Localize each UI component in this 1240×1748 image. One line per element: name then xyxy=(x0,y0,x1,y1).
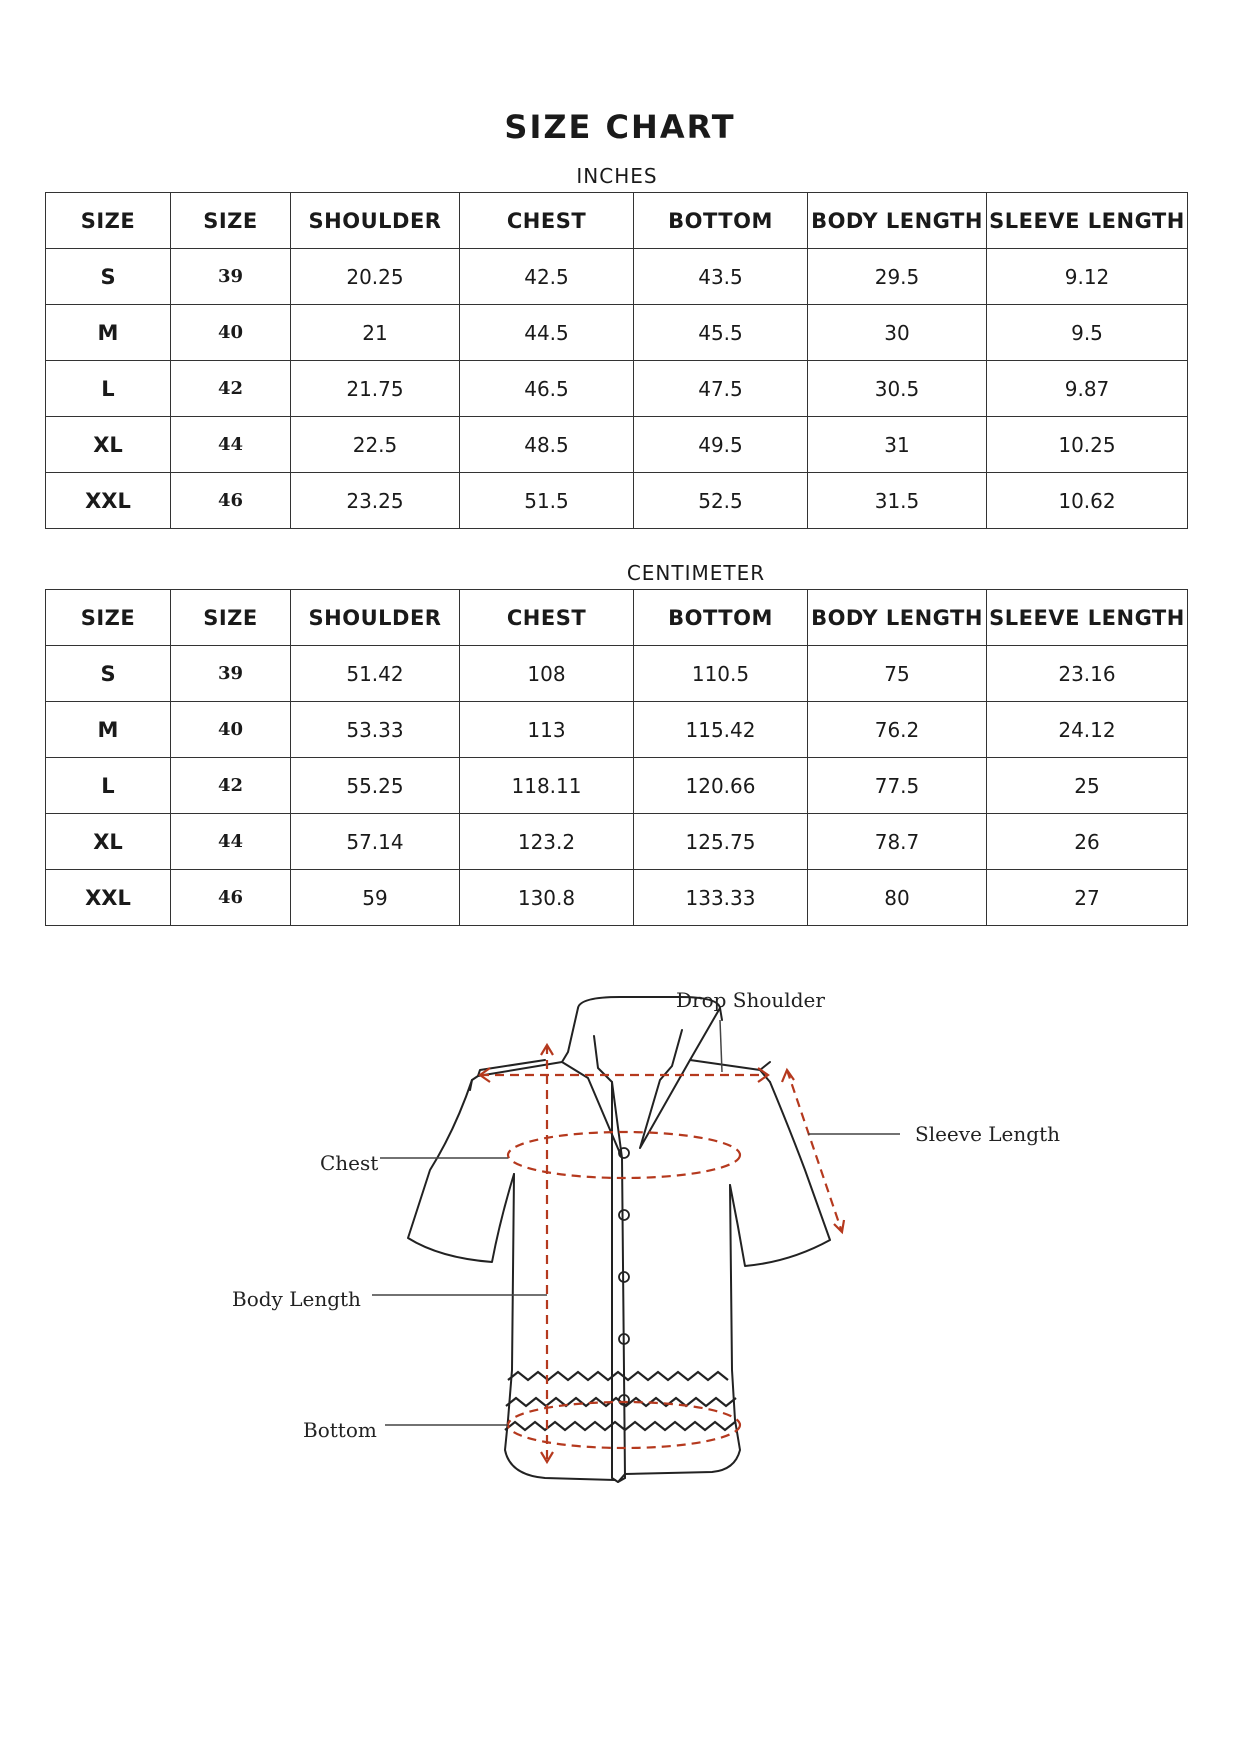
cell-chest: 46.5 xyxy=(460,361,634,417)
cell-body-length: 77.5 xyxy=(808,758,987,814)
cell-sleeve-length: 9.5 xyxy=(987,305,1188,361)
header-bottom: BOTTOM xyxy=(634,193,808,249)
cell-size-letter: M xyxy=(46,702,171,758)
cell-bottom: 52.5 xyxy=(634,473,808,529)
cell-size-number: 46 xyxy=(171,870,291,926)
cell-body-length: 30 xyxy=(808,305,987,361)
cell-size-letter: XXL xyxy=(46,473,171,529)
cell-chest: 48.5 xyxy=(460,417,634,473)
cell-chest: 51.5 xyxy=(460,473,634,529)
cell-body-length: 78.7 xyxy=(808,814,987,870)
cell-bottom: 133.33 xyxy=(634,870,808,926)
cell-chest: 118.11 xyxy=(460,758,634,814)
sleeve-length-label: Sleeve Length xyxy=(915,1122,1060,1146)
cell-shoulder: 57.14 xyxy=(291,814,460,870)
cell-size-number: 42 xyxy=(171,361,291,417)
header-body-length: BODY LENGTH xyxy=(808,590,987,646)
cell-bottom: 45.5 xyxy=(634,305,808,361)
cell-shoulder: 21 xyxy=(291,305,460,361)
cell-bottom: 110.5 xyxy=(634,646,808,702)
header-sleeve-length: SLEEVE LENGTH xyxy=(987,193,1188,249)
page-title: SIZE CHART xyxy=(504,108,736,146)
cell-size-letter: S xyxy=(46,249,171,305)
header-chest: CHEST xyxy=(460,590,634,646)
chest-measure xyxy=(508,1132,740,1178)
cell-size-letter: XL xyxy=(46,417,171,473)
header-size-numeric: SIZE xyxy=(171,590,291,646)
centimeter-label: CENTIMETER xyxy=(626,561,766,585)
cell-size-number: 44 xyxy=(171,814,291,870)
drop-shoulder-label: Drop Shoulder xyxy=(676,988,825,1012)
header-size: SIZE xyxy=(46,590,171,646)
shirt-outline xyxy=(408,997,830,1482)
cell-body-length: 31 xyxy=(808,417,987,473)
header-size: SIZE xyxy=(46,193,171,249)
cell-bottom: 49.5 xyxy=(634,417,808,473)
cell-size-number: 39 xyxy=(171,646,291,702)
cell-shoulder: 55.25 xyxy=(291,758,460,814)
cell-body-length: 80 xyxy=(808,870,987,926)
cell-body-length: 29.5 xyxy=(808,249,987,305)
header-shoulder: SHOULDER xyxy=(291,590,460,646)
cell-body-length: 76.2 xyxy=(808,702,987,758)
cell-shoulder: 51.42 xyxy=(291,646,460,702)
cell-chest: 130.8 xyxy=(460,870,634,926)
cell-size-number: 46 xyxy=(171,473,291,529)
cell-size-letter: L xyxy=(46,758,171,814)
cell-size-number: 42 xyxy=(171,758,291,814)
cell-size-letter: S xyxy=(46,646,171,702)
header-shoulder: SHOULDER xyxy=(291,193,460,249)
leader-lines xyxy=(372,1020,900,1425)
cell-sleeve-length: 25 xyxy=(987,758,1188,814)
cell-sleeve-length: 10.62 xyxy=(987,473,1188,529)
cell-bottom: 43.5 xyxy=(634,249,808,305)
cell-size-number: 40 xyxy=(171,702,291,758)
chest-label: Chest xyxy=(320,1151,379,1175)
sleeve-length-measure xyxy=(787,1070,842,1232)
cell-chest: 123.2 xyxy=(460,814,634,870)
cell-size-number: 44 xyxy=(171,417,291,473)
body-length-label: Body Length xyxy=(232,1287,361,1311)
cell-size-letter: XL xyxy=(46,814,171,870)
cell-sleeve-length: 24.12 xyxy=(987,702,1188,758)
inches-label: INCHES xyxy=(576,164,658,188)
cell-size-number: 39 xyxy=(171,249,291,305)
header-body-length: BODY LENGTH xyxy=(808,193,987,249)
cell-shoulder: 23.25 xyxy=(291,473,460,529)
cell-shoulder: 53.33 xyxy=(291,702,460,758)
cell-sleeve-length: 26 xyxy=(987,814,1188,870)
cell-bottom: 125.75 xyxy=(634,814,808,870)
header-size-numeric: SIZE xyxy=(171,193,291,249)
cell-shoulder: 20.25 xyxy=(291,249,460,305)
cell-bottom: 47.5 xyxy=(634,361,808,417)
bottom-label: Bottom xyxy=(303,1418,377,1442)
cell-sleeve-length: 10.25 xyxy=(987,417,1188,473)
cell-shoulder: 22.5 xyxy=(291,417,460,473)
cell-chest: 44.5 xyxy=(460,305,634,361)
cell-shoulder: 59 xyxy=(291,870,460,926)
header-chest: CHEST xyxy=(460,193,634,249)
cell-chest: 42.5 xyxy=(460,249,634,305)
cell-sleeve-length: 27 xyxy=(987,870,1188,926)
cell-chest: 113 xyxy=(460,702,634,758)
cell-chest: 108 xyxy=(460,646,634,702)
cell-sleeve-length: 9.12 xyxy=(987,249,1188,305)
cell-body-length: 75 xyxy=(808,646,987,702)
cell-bottom: 115.42 xyxy=(634,702,808,758)
header-bottom: BOTTOM xyxy=(634,590,808,646)
cell-sleeve-length: 23.16 xyxy=(987,646,1188,702)
cell-size-letter: XXL xyxy=(46,870,171,926)
header-sleeve-length: SLEEVE LENGTH xyxy=(987,590,1188,646)
cell-bottom: 120.66 xyxy=(634,758,808,814)
cell-body-length: 31.5 xyxy=(808,473,987,529)
cell-size-letter: L xyxy=(46,361,171,417)
cell-shoulder: 21.75 xyxy=(291,361,460,417)
cell-body-length: 30.5 xyxy=(808,361,987,417)
cell-size-letter: M xyxy=(46,305,171,361)
cell-size-number: 40 xyxy=(171,305,291,361)
cell-sleeve-length: 9.87 xyxy=(987,361,1188,417)
